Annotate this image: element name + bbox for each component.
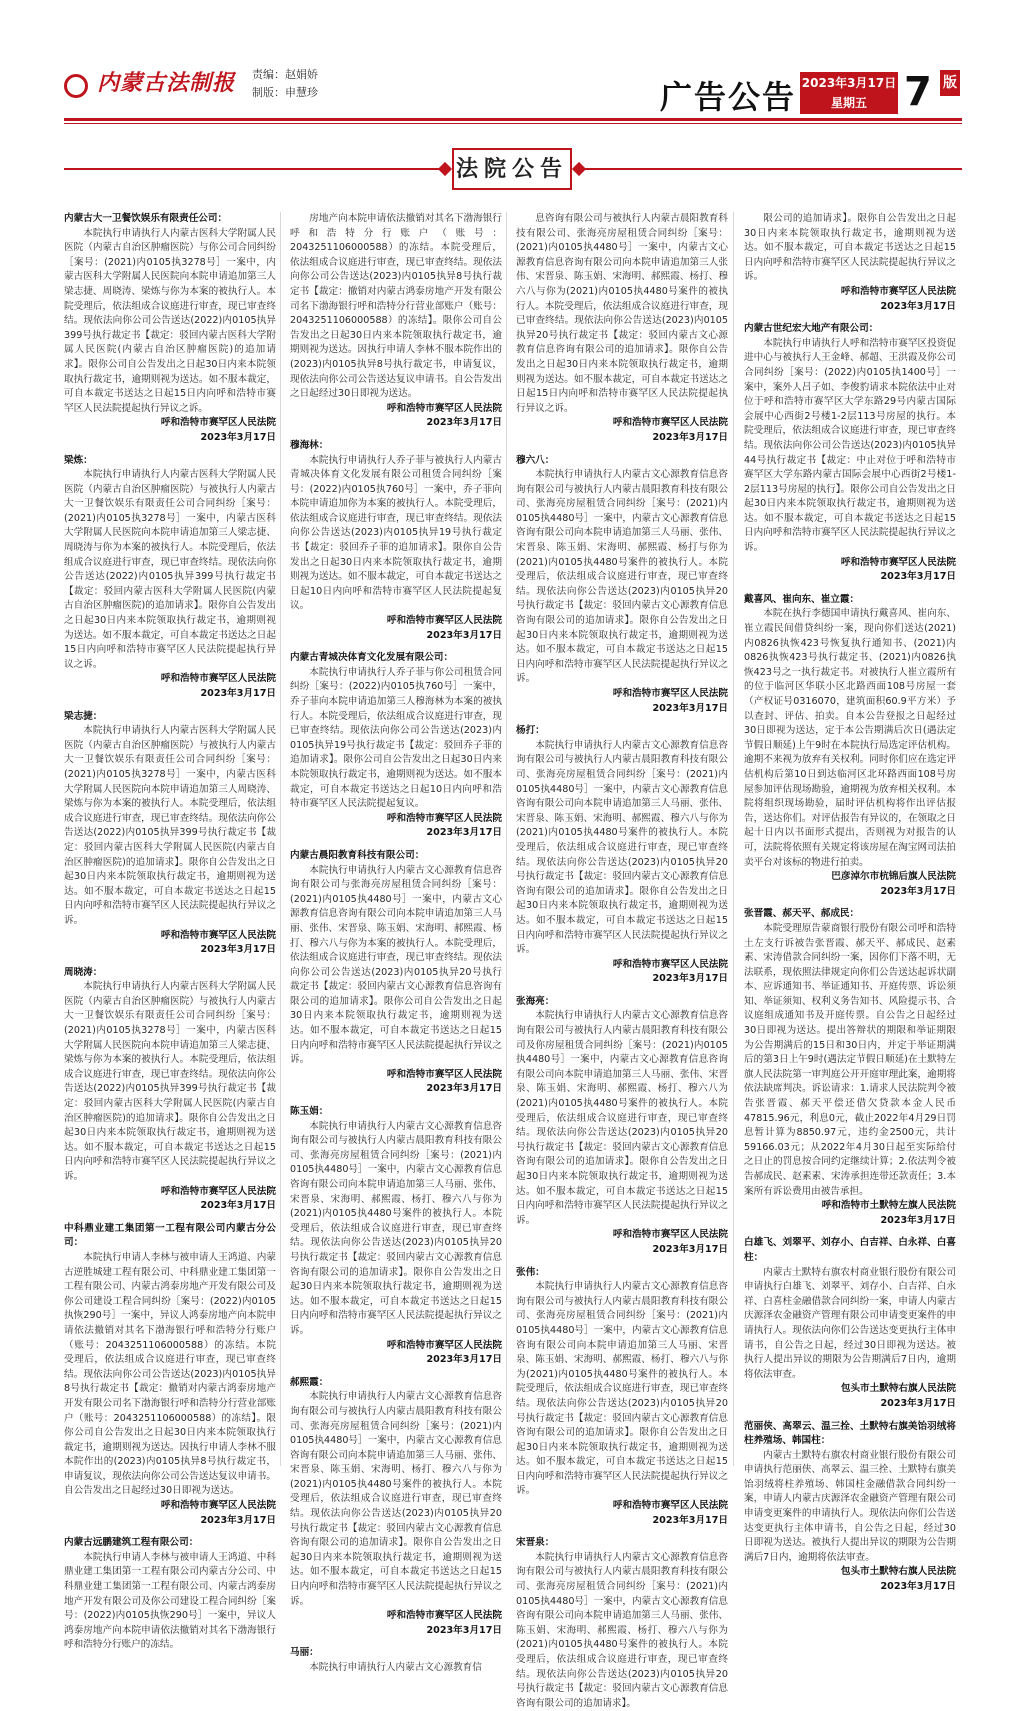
notice-date: 2023年3月17日 (652, 973, 728, 985)
notice-court: 呼和浩特市赛罕区人民法院 (840, 285, 956, 297)
notice-date: 2023年3月17日 (652, 1514, 728, 1526)
court-notice (516, 212, 728, 446)
header-rule (64, 118, 962, 121)
court-notice (64, 1536, 276, 1653)
notice-court: 呼和浩特市土默特左旗人民法院 (821, 1200, 956, 1212)
notice-date: 2023年3月17日 (880, 885, 956, 897)
notice-body: 内蒙古土默特右旗农村商业银行股份有限公司申请执行白雄飞、刘翠平、刘存小、白吉祥、白永祥、白喜柱金融借款合同纠纷一案，申请人内蒙古庆源泽农金融资产管理有限公司申请变更案件的申请执行人。现依法向你们公告送达变更执行主体申请书，自公告之日起，经过30日即视为送达。被执行人提出异议的期限为公告期满后7日内，逾期将依法审查。 (744, 1266, 956, 1380)
notice-recipient: 杨打： (516, 725, 545, 737)
notice-body: 本院执行申请执行人内蒙古文心源教育信息咨询有限公司与张海亮房屋租赁合同纠纷［案号：(2021)内0105执4480号］一案中，内蒙古文心源教育信息咨询有限公司向本院申请追加第三人马丽、张伟、宋晋泉、陈玉娟、宋海明、郝熙霞、杨打、穆六八与你为本案的被执行人。本院受理后，依法组成合议庭进行审查，现已审查终结。现依法向你公司公告送达(2023)内0105执异20号执行裁定书【裁定：驳回内蒙古文心源教育信息咨询有限公司的追加请求】。限你公司自公告发出之日起30日内来本院领取执行裁定书，逾期则视为送达。如不服本裁定，可自本裁定书送达之日起15日内向呼和浩特市赛罕区人民法院提起执行异议之诉。 (290, 864, 502, 1066)
court-notice (744, 907, 956, 1228)
court-notice (290, 1376, 502, 1639)
notice-court: 呼和浩特市赛罕区人民法院 (386, 1068, 502, 1080)
notice-body: 息咨询有限公司与被执行人内蒙古晨阳教育科技有限公司、张海亮房屋租赁合同纠纷［案号：(2021)内0105执4480号］一案中，内蒙古文心源教育信息咨询有限公司向本院申请追加第三人张伟、宋晋泉、陈玉娟、宋海明、郝熙霞、杨打、穆六八与你为(2021)内0105执4480号案件的被执行人。本院受理后，依法组成合议庭进行审查，现已审查终结。现依法向你公告送达(2023)内0105执异20号执行裁定书【裁定：驳回内蒙古文心源教育信息咨询有限公司的追加请求】。限你自公告发出之日起30日内来本院领取执行裁定书，逾期则视为送达。如不服本裁定，可自本裁定书送达之日起15日内向呼和浩特市赛罕区人民法院提起执行异议之诉。 (516, 213, 728, 414)
notice-body: 本院执行申请人李林与被申请人王鸿道、中科鼎业建工集团第一工程有限公司内蒙古分公司、中科鼎业建工集团第一工程有限公司、内蒙古鸿泰房地产开发有限公司及你公司建设工程合同纠纷［案号：(2022)内0105执恢290号］一案中，异议人鸿泰房地产向本院申请依法撤销对其名下渤海银行呼和浩特分行账户的冻结。 (64, 1551, 276, 1651)
notice-recipient: 马丽： (290, 1647, 319, 1659)
page-number-value: 7 (904, 69, 932, 115)
court-notice (516, 995, 728, 1258)
notice-date: 2023年3月17日 (426, 629, 502, 641)
notice-date: 2023年3月17日 (880, 1214, 956, 1226)
notice-court: 巴彦淖尔市杭锦后旗人民法院 (831, 871, 956, 883)
notice-date: 2023年3月17日 (426, 827, 502, 839)
banner-rule-left (64, 168, 448, 170)
court-notice (290, 212, 502, 431)
notice-body: 房地产向本院申请依法撤销对其名下渤海银行呼和浩特分行账户（账号：2043251106000588）的冻结。本院受理后，依法组成合议庭进行审查，现已审查终结。现依法向你公司公告送达(2023)内0105执异8号执行裁定书【裁定：撤销对内蒙古鸿泰房地产开发有限公司名下渤海银行呼和浩特分行营业部账户（账号：2043251106000588）的冻结】。限你公司自公告发出之日起30日内来本院领取执行裁定书，逾期则视为送达。因执行申请人李林不服本院作出的(2023)内0105执异8号执行裁定书，申请复议，现依法向你公司公告送达复议申请书。自公告发出之日起经过30日即视为送达。 (290, 213, 502, 400)
column-divider (506, 212, 507, 1466)
notice-recipient: 内蒙古青城决体育文化发展有限公司： (290, 652, 454, 664)
notice-recipient: 内蒙古晨阳教育科技有限公司： (290, 849, 425, 861)
court-notice (744, 322, 956, 585)
notice-date: 2023年3月17日 (880, 300, 956, 312)
notice-date: 2023年3月17日 (200, 1200, 276, 1212)
notice-body: 限公司的追加请求】。限你自公告发出之日起30日内来本院领取执行裁定书，逾期则视为送达。如不服本裁定，可自本裁定书送达之日起15日内向呼和浩特市赛罕区人民法院提起执行异议之诉。 (744, 213, 956, 283)
notice-recipient: 范丽侠、高翠云、温三拴、土默特右旗美饴羽绒将柱养殖场、韩国柱： (744, 1420, 956, 1447)
notice-court: 呼和浩特市赛罕区人民法院 (386, 812, 502, 824)
page-number (898, 68, 960, 116)
notice-recipient: 内蒙古世纪宏大地产有限公司： (744, 323, 879, 335)
notice-court: 呼和浩特市赛罕区人民法院 (386, 402, 502, 414)
notice-recipient: 郝熙霞： (290, 1376, 329, 1388)
court-notice (744, 1236, 956, 1411)
notice-date: 2023年3月17日 (200, 431, 276, 443)
editor-line: 责编：赵娟娇 (252, 68, 318, 81)
court-notice (64, 1222, 276, 1528)
court-notice (516, 724, 728, 987)
masthead-title: 内蒙古法制报 (97, 70, 236, 96)
notice-body: 本院执行申请执行人内蒙古医科大学附属人民医院（内蒙古自治区肿瘤医院）与你公司合同纠纷［案号：(2021)内0105执3278号］一案中，内蒙古医科大学附属人民医院向本院申请追加第三人梁志捷、周晓涛、梁炼与你为本案的被执行人。本院受理后，依法组成合议庭进行审查，现已审查终结。现依法向你公司公告送达(2022)内0105执异399号执行裁定书【裁定：驳回内蒙古医科大学附属人民医院(内蒙古自治区肿瘤医院)的追加请求】。限你公司自公告发出之日起30日内来本院领取执行裁定书，逾期则视为送达。如不服本裁定，可自本裁定书送达之日起15日内向呼和浩特市赛罕区人民法院提起执行异议之诉。 (64, 227, 276, 414)
notice-body: 本院执行申请执行人内蒙古文心源教育信息咨询有限公司与被执行人内蒙古晨阳教育科技有限公司、张海亮房屋租赁合同纠纷［案号：(2021)内0105执4480号］一案中，内蒙古文心源教育信息咨询有限公司向本院申请追加第三人马丽、张伟、宋晋泉、陈玉娟、宋海明、郝熙霞、杨打与你为(2021)内0105执4480号案件的被执行人。本院受理后，依法组成合议庭进行审查，现已审查终结。现依法向你公告送达(2023)内0105执异20号执行裁定书【裁定：驳回内蒙古文心源教育信息咨询有限公司的追加请求】。限你自公告发出之日起30日内来本院领取执行裁定书，逾期则视为送达。如不服本裁定，可自本裁定书送达之日起15日内向呼和浩特市赛罕区人民法院提起执行异议之诉。 (516, 469, 728, 685)
notice-date: 2023年3月17日 (426, 1354, 502, 1366)
notice-date: 2023年3月17日 (426, 1083, 502, 1095)
editor-credits (252, 66, 318, 102)
notice-body: 本院执行申请执行人内蒙古医科大学附属人民医院（内蒙古自治区肿瘤医院）与被执行人内蒙古大一卫餐饮娱乐有限责任公司合同纠纷［案号：(2021)内0105执3278号］一案中，内蒙古医科大学附属人民医院向本院申请追加第三人周晓涛、梁炼与你为本案的被执行人。本院受理后，依法组成合议庭进行审查，现已审查终结。现依法向你公告送达(2022)内0105执异399号执行裁定书【裁定：驳回内蒙古医科大学附属人民医院(内蒙古自治区肿瘤医院)的追加请求】。限你自公告发出之日起30日内来本院领取执行裁定书，逾期则视为送达。如不服本裁定，可自本裁定书送达之日起15日内向呼和浩特市赛罕区人民法院提起执行异议之诉。 (64, 725, 276, 926)
newspaper-emblem-icon (64, 74, 88, 98)
notice-date: 2023年3月17日 (200, 688, 276, 699)
court-notice (744, 593, 956, 899)
notice-court: 包头市土默特右旗人民法院 (840, 1383, 956, 1395)
notice-recipient: 宋晋泉： (516, 1537, 555, 1549)
column-divider (280, 212, 281, 1466)
notice-recipient: 穆六八： (516, 454, 555, 466)
court-notice (744, 1420, 956, 1595)
notice-body: 本院执行申请执行人内蒙古医科大学附属人民医院（内蒙古自治区肿瘤医院）与被执行人内蒙古大一卫餐饮娱乐有限责任公司合同纠纷［案号：(2021)内0105执3278号］一案中，内蒙古医科大学附属人民医院向本院申请追加第三人梁志捷、周晓涛与你为本案的被执行人。本院受理后，依法组成合议庭进行审查，现已审查终结。现依法向你公告送达(2022)内0105执异399号执行裁定书【裁定：驳回内蒙古医科大学附属人民医院(内蒙古自治区肿瘤医院)的追加请求】。限你自公告发出之日起30日内来本院领取执行裁定书，逾期则视为送达。如不服本裁定，可自本裁定书送达之日起15日内向呼和浩特市赛罕区人民法院提起执行异议之诉。 (64, 469, 276, 670)
notice-recipient: 张海亮： (516, 995, 555, 1007)
court-notice (290, 651, 502, 841)
notice-court: 呼和浩特市赛罕区人民法院 (612, 1500, 728, 1512)
notice-court: 呼和浩特市赛罕区人民法院 (612, 958, 728, 970)
masthead-logo (64, 66, 244, 106)
notice-date: 2023年3月17日 (200, 1514, 276, 1526)
notice-body: 本院在执行李德国申请执行戴喜风、崔向东、崔立霞民间借贷纠纷一案，现向你们送达(2021)内0826执恢423号恢复执行通知书、(2021)内0826执恢423号执行裁定书、(2021)内0826执恢423号之一执行裁定书。对被执行人崔立霞所有的位于临河区华联小区北路西面108号房屋一套（产权证号0316070，建筑面积60.9平方米）予以查封、评估、拍卖。自本公告登报之日起经过30日即视为送达，定于本公告期满后次日(遇法定节假日顺延)上午9时在本院执行局选定评估机构。逾期不来视为放弃有关权利。同时你们应在选定评估机构后第10日到达临河区北环路西面108号房屋参加评估现场勘验，逾期视为放弃相关权利。本院将组织现场勘验，届时评估机构将作出评估报告，送达你们。对评估报告有异议的，在领取之日起十日内以书面形式提出，否则视为对报告的认可，法院将依照有关规定将该房屋在淘宝网司法拍卖平台对该标的物进行拍卖。 (744, 608, 956, 868)
notice-date: 2023年3月17日 (880, 1397, 956, 1409)
notice-court: 呼和浩特市赛罕区人民法院 (840, 556, 956, 568)
notice-body: 本院执行申请执行人乔子菲与被执行人内蒙古青城决体育文化发展有限公司租赁合同纠纷［案号：(2022)内0105执760号］一案中，乔子菲向本院申请追加你为本案的被执行人。本院受理后，依法组成合议庭进行审查，现已审查终结。现依法向你公告送达(2023)内0105执异19号执行裁定书【裁定：驳回乔子菲的追加请求】。限你自公告发出之日起30日内来本院领取执行裁定书，逾期则视为送达。如不服本裁定，可自本裁定书送达之日起10日内向呼和浩特市赛罕区人民法院提起复议。 (290, 454, 502, 612)
notice-body: 本院执行申请执行人内蒙古文心源教育信息咨询有限公司与被执行人内蒙古晨阳教育科技有限公司、张海亮房屋租赁合同纠纷［案号：(2021)内0105执4480号］一案中，内蒙古文心源教育信息咨询有限公司向本院申请追加第三人马丽、宋晋泉、陈玉娟、宋海明、郝熙霞、杨打、穆六八与你为(2021)内0105执4480号案件的被执行人。本院受理后，依法组成合议庭进行审查，现已审查终结。现依法向你公告送达(2023)内0105执异20号执行裁定书【裁定：驳回内蒙古文心源教育信息咨询有限公司的追加请求】。限你自公告发出之日起30日内来本院领取执行裁定书，逾期则视为送达。如不服本裁定，可自本裁定书送达之日起15日内向呼和浩特市赛罕区人民法院提起执行异议之诉。 (516, 1281, 728, 1497)
notice-recipient: 中科鼎业建工集团第一工程有限公司内蒙古分公司： (64, 1222, 276, 1249)
notice-column-2 (290, 212, 502, 1673)
notice-body: 本院执行申请执行人内蒙古文心源教育信息咨询有限公司与被执行人内蒙古晨阳教育科技有限公司、张海亮房屋租赁合同纠纷［案号：(2021)内0105执4480号］一案中，内蒙古文心源教育信息咨询有限公司向本院申请追加第三人马丽、张伟、宋晋泉、陈玉娟、宋海明、郝熙霞、穆六八与你为(2021)内0105执4480号案件的被执行人。本院受理后，依法组成合议庭进行审查，现已审查终结。现依法向你公告送达(2023)内0105执异20号执行裁定书【裁定：驳回内蒙古文心源教育信息咨询有限公司的追加请求】。限你自公告发出之日起30日内来本院领取执行裁定书，逾期则视为送达。如不服本裁定，可自本裁定书送达之日起15日内向呼和浩特市赛罕区人民法院提起执行异议之诉。 (516, 739, 728, 956)
notice-date: 2023年3月17日 (652, 702, 728, 714)
notice-court: 呼和浩特市赛罕区人民法院 (612, 417, 728, 429)
notice-body: 内蒙古土默特右旗农村商业银行股份有限公司申请执行范丽侠、高翠云、温三拴、土默特右旗美饴羽绒将柱养殖场、韩国柱金融借款合同纠纷一案，申请人内蒙古庆源泽农金融资产管理有限公司申请变更案件的申请执行人。现依法向你们公告送达变更执行主体申请书，自公告之日起，经过30日即视为送达。被执行人提出异议的期限为公告期满后7日内，逾期将依法审查。 (744, 1449, 956, 1563)
notice-body: 本院执行申请执行人内蒙古医科大学附属人民医院（内蒙古自治区肿瘤医院）与被执行人内蒙古大一卫餐饮娱乐有限责任公司合同纠纷［案号：(2021)内0105执3278号］一案中，内蒙古医科大学附属人民医院向本院申请追加第三人梁志捷、梁炼与你为本案的被执行人。本院受理后，依法组成合议庭进行审查，现已审查终结。现依法向你公告送达(2022)内0105执异399号执行裁定书【裁定：驳回内蒙古医科大学附属人民医院(内蒙古自治区肿瘤医院)的追加请求】。限你自公告发出之日起30日内来本院领取执行裁定书，逾期则视为送达。如不服本裁定，可自本裁定书送达之日起15日内向呼和浩特市赛罕区人民法院提起执行异议之诉。 (64, 981, 276, 1182)
notice-body: 本院执行申请执行人内蒙古文心源教育信息咨询有限公司与被执行人内蒙古晨阳教育科技有限公司、张海亮房屋租赁合同纠纷［案号：(2021)内0105执4480号］一案中，内蒙古文心源教育信息咨询有限公司向本院申请追加第三人马丽、张伟、宋晋泉、陈玉娟、宋海明、杨打、穆六八与你为(2021)内0105执4480号案件的被执行人。本院受理后，依法组成合议庭进行审查，现已审查终结。现依法向你公告送达(2023)内0105执异20号执行裁定书【裁定：驳回内蒙古文心源教育信息咨询有限公司的追加请求】。限你自公告发出之日起30日内来本院领取执行裁定书，逾期则视为送达。如不服本裁定，可自本裁定书送达之日起15日内向呼和浩特市赛罕区人民法院提起执行异议之诉。 (290, 1391, 502, 1607)
court-notice (64, 454, 276, 702)
court-notice (744, 212, 956, 314)
notice-date: 2023年3月17日 (652, 431, 728, 443)
notice-court: 呼和浩特市赛罕区人民法院 (160, 417, 276, 429)
notice-recipient: 戴喜风、崔向东、崔立霞： (744, 593, 860, 605)
date-box (800, 72, 898, 114)
notice-body: 本院执行申请执行人内蒙古文心源教育信息咨询有限公司与被执行人内蒙古晨阳教育科技有限公司、张海亮房屋租赁合同纠纷［案号：(2021)内0105执4480号］一案中，内蒙古文心源教育信息咨询有限公司向本院申请追加第三人马丽、张伟、宋晋泉、宋海明、郝熙霞、杨打、穆六八与你为(2021)内0105执4480号案件的被执行人。本院受理后，依法组成合议庭进行审查，现已审查终结。现依法向你公告送达(2023)内0105执异20号执行裁定书【裁定：驳回内蒙古文心源教育信息咨询有限公司的追加请求】。限你自公告发出之日起30日内来本院领取执行裁定书，逾期则视为送达。如不服本裁定，可自本裁定书送达之日起15日内向呼和浩特市赛罕区人民法院提起执行异议之诉。 (290, 1120, 502, 1336)
notice-court: 呼和浩特市赛罕区人民法院 (386, 1339, 502, 1351)
header-rule-thin (64, 123, 962, 124)
notice-court: 呼和浩特市赛罕区人民法院 (160, 1185, 276, 1197)
notice-recipient: 陈玉娟： (290, 1106, 329, 1118)
notice-date: 2023年3月17日 (426, 417, 502, 429)
notice-date: 2023年3月17日 (200, 944, 276, 956)
notice-date: 2023年3月17日 (426, 1624, 502, 1636)
section-title: 广告公告 (660, 78, 797, 116)
notice-body: 本院执行申请执行人乔子菲与你公司租赁合同纠纷［案号：(2022)内0105执760号］一案中，乔子菲向本院申请追加第三人穆海林为本案的被执行人。本院受理后，依法组成合议庭进行审查，现已审查终结。现依法向你公司公告送达(2023)内0105执异19号执行裁定书【裁定：驳回乔子菲的追加请求】。限你公司自公告发出之日起30日内来本院领取执行裁定书，逾期则视为送达。如不服本裁定，可自本裁定书送达之日起10日内向呼和浩特市赛罕区人民法院提起复议。 (290, 666, 502, 810)
notice-body: 本院执行申请执行人内蒙古文心源教育信 (309, 1662, 482, 1673)
court-notice (290, 849, 502, 1097)
court-notice (64, 212, 276, 446)
notice-court: 呼和浩特市赛罕区人民法院 (612, 1229, 728, 1241)
notice-body: 本院受理原告蒙商银行股份有限公司呼和浩特土左支行诉被告张晋霞、郝天平、郝成民、赵素素、宋涛借款合同纠纷一案，因你们下落不明，无法联系，现依照法律规定向你们公告送达起诉状副本、应诉通知书、举证通知书、开庭传票、诉讼须知、举证须知、权利义务告知书、风险提示书、合议庭组成通知书及开庭传票。自公告之日起经过30日即视为送达。提出答辩状的期限和举证期限为公告期满后的15日和30日内，并定于举证期满后的第3日上午9时(遇法定节假日顺延)在土默特左旗人民法院第一审判庭公开开庭审理此案，逾期将依法缺席判决。诉讼请求：1.请求人民法院判令被告张晋霞、郝天平偿还借欠贷款本金人民币47815.96元，利息0元，截止2022年4月29日罚息暂计算为8850.97元，违约金2500元，共计59166.03元；从2022年4月30日起至实际给付之日止的罚息按合同约定继续计算；2.依法判令被告郝成民、赵素素、宋涛承担连带还款责任；3.本案所有诉讼费用由被告承担。 (744, 922, 956, 1197)
notice-column-4 (744, 212, 956, 1593)
notice-recipient: 内蒙古远鹏建筑工程有限公司： (64, 1537, 199, 1549)
notice-court: 包头市土默特右旗人民法院 (840, 1566, 956, 1578)
notice-recipient: 梁炼： (64, 454, 93, 466)
notice-court: 呼和浩特市赛罕区人民法院 (160, 929, 276, 941)
notice-body: 本院执行申请人李林与被申请人王鸿道、内蒙古逆胜城建工程有限公司、中科鼎业建工集团第一工程有限公司、内蒙古鸿泰房地产开发有限公司及你公司建设工程合同纠纷［案号：(2022)内0105执恢290号］一案中，异议人鸿泰房地产向本院申请依法撤销对其名下渤海银行呼和浩特分行账户（账号：2043251106000588）的冻结。本院受理后，依法组成合议庭进行审查，现已审查终结。现依法向你公司公告送达(2023)内0105执异8号执行裁定书【裁定：撤销对内蒙古鸿泰房地产开发有限公司名下渤海银行呼和浩特分行营业部账户（账号：2043251106000588）的冻结】。限你公司自公告发出之日起30日内来本院领取执行裁定书，逾期则视为送达。因执行申请人李林不服本院作出的(2023)内0105执异8号执行裁定书，申请复议，现依法向你公司公告送达复议申请书。自公告发出之日起经过30日即视为送达。 (64, 1251, 276, 1497)
court-notice (516, 454, 728, 717)
notice-court: 呼和浩特市赛罕区人民法院 (160, 1500, 276, 1512)
court-notice (64, 966, 276, 1214)
notice-body: 本院执行申请执行人内蒙古文心源教育信息咨询有限公司与被执行人内蒙古晨阳教育科技有限公司及你房屋租赁合同纠纷［案号：(2021)内0105执4480号］一案中，内蒙古文心源教育信息咨询有限公司向本院申请追加第三人马丽、张伟、宋晋泉、陈玉娟、宋海明、郝熙霞、杨打、穆六八为(2021)内0105执4480号案件的被执行人。本院受理后，依法组成合议庭进行审查，现已审查终结。现依法向你公告送达(2023)内0105执异20号执行裁定书【裁定：驳回内蒙古文心源教育信息咨询有限公司的追加请求】。限你自公告发出之日起30日内来本院领取执行裁定书，逾期则视为送达。如不服本裁定，可自本裁定书送达之日起15日内向呼和浩特市赛罕区人民法院提起执行异议之诉。 (516, 1010, 728, 1226)
notice-court: 呼和浩特市赛罕区人民法院 (160, 673, 276, 685)
notice-court: 呼和浩特市赛罕区人民法院 (612, 688, 728, 699)
column-divider (733, 212, 734, 1466)
notice-body: 本院执行申请执行人内蒙古文心源教育信息咨询有限公司与被执行人内蒙古晨阳教育科技有限公司、张海亮房屋租赁合同纠纷［案号：(2021)内0105执4480号］一案中，内蒙古文心源教育信息咨询有限公司向本院申请追加第三人马丽、张伟、陈玉娟、宋海明、郝熙霞、杨打、穆六八与你为(2021)内0105执4480号案件的被执行人。本院受理后，依法组成合议庭进行审查，现已审查终结。现依法向你公告送达(2023)内0105执异20号执行裁定书【裁定：驳回内蒙古文心源教育信息咨询有限公司的追加请求】。 (516, 1551, 728, 1709)
issue-date: 2023年3月17日 (801, 76, 897, 90)
court-notice (290, 1105, 502, 1368)
notice-date: 2023年3月17日 (652, 1243, 728, 1255)
banner-rule-right (576, 168, 962, 170)
notice-recipient: 张晋霞、郝天平、郝成民： (744, 908, 860, 920)
page-suffix: 版 (940, 70, 960, 96)
notice-body: 本院执行申请执行人呼和浩特市赛罕区投资促进中心与被执行人王金峰、郝超、王洪霞及你公司合同纠纷［案号：(2022)内0105执1400号］一案中，案外人吕子如、李俊豹请求本院依法中止对位于呼和浩特市赛罕区大学东路29号内蒙古国际会展中心西街2号楼1-2层113号房屋的执行。本院受理后，依法组成合议庭进行审查，现已审查终结。现依法向你公司公告送达(2023)内0105执异44号执行裁定书【裁定：中止对位于呼和浩特市赛罕区大学东路内蒙古国际会展中心西街2号楼1-2层113号房屋的执行】。限你公司自公告发出之日起30日内来本院领取执行裁定书，逾期则视为送达。如不服本裁定，可自本裁定书送达之日起15日内向呼和浩特市赛罕区人民法院提起执行异议之诉。 (744, 337, 956, 554)
banner-diamond-icon (438, 162, 452, 176)
banner-title: 法院公告 (452, 148, 572, 190)
notice-column-1 (64, 212, 276, 1651)
notice-recipient: 张伟： (516, 1266, 545, 1278)
court-notice (516, 1536, 728, 1711)
court-notice (290, 439, 502, 643)
court-notice (516, 1266, 728, 1529)
notice-recipient: 穆海林： (290, 439, 329, 451)
notice-column-3 (516, 212, 728, 1709)
notice-recipient: 梁志捷： (64, 710, 103, 722)
court-notice (64, 710, 276, 958)
notice-court: 呼和浩特市赛罕区人民法院 (386, 615, 502, 627)
notice-date: 2023年3月17日 (880, 1581, 956, 1593)
notice-recipient: 白雄飞、刘翠平、刘存小、白吉祥、白永祥、白喜柱： (744, 1237, 956, 1263)
notice-recipient: 周晓涛： (64, 966, 103, 978)
notice-date: 2023年3月17日 (880, 571, 956, 583)
court-notice (290, 1646, 502, 1675)
notice-recipient: 内蒙古大一卫餐饮娱乐有限责任公司： (64, 213, 228, 224)
notice-court: 呼和浩特市赛罕区人民法院 (386, 1610, 502, 1622)
producer-line: 制版：申慧珍 (252, 86, 318, 99)
issue-weekday: 星期五 (830, 96, 867, 110)
